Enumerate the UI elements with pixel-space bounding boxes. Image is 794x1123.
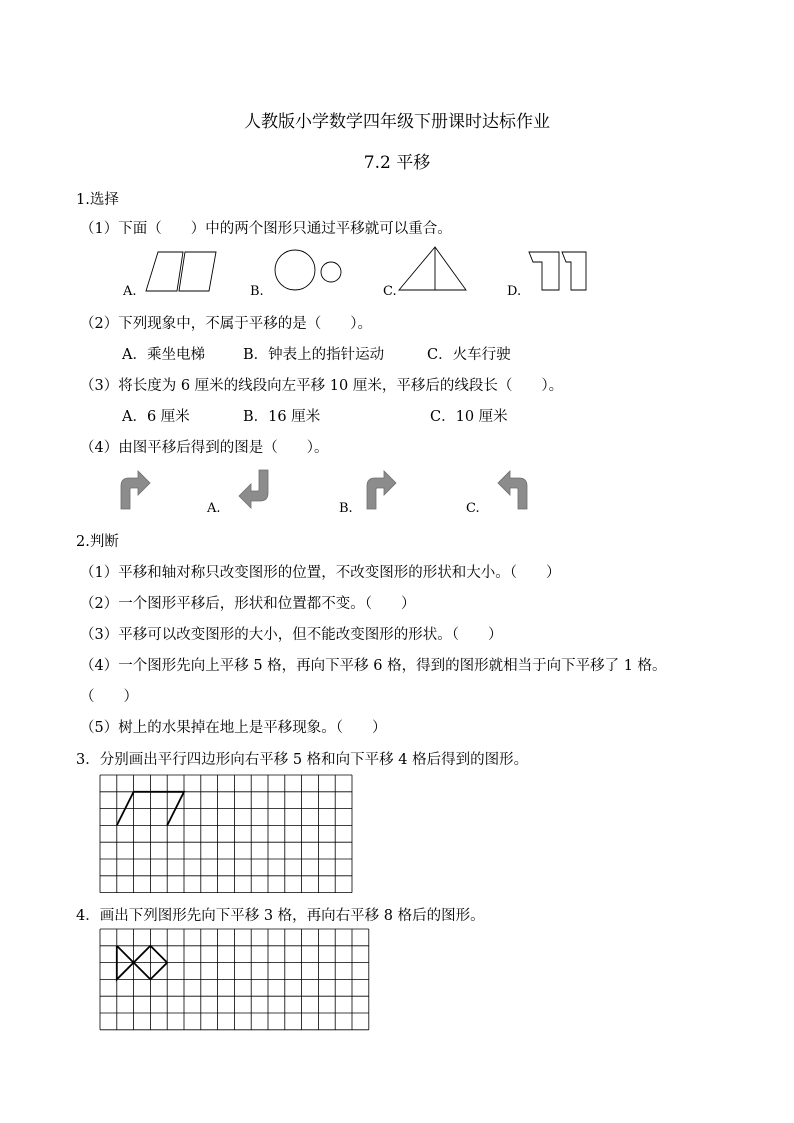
q4-option-c: C. xyxy=(466,501,480,516)
section3-question: 3．分别画出平行四边形向右平移 5 格和向下平移 4 格后得到的图形。 xyxy=(76,752,529,768)
judge-item: （1）平移和轴对称只改变图形的位置，不改变图形的形状和大小。（ ） xyxy=(80,565,561,581)
judge-item: （4）一个图形先向上平移 5 格，再向下平移 6 格，得到的图形就相当于向下平移了 1 格。 xyxy=(80,658,667,674)
page-title: 人教版小学数学四年级下册课时达标作业 xyxy=(244,112,550,132)
q1-d-shape-left xyxy=(529,252,559,290)
section2-heading: 2.判断 xyxy=(76,534,119,550)
question-1-4: （4）由图平移后得到的图是（ ）。 xyxy=(80,440,329,456)
q1-a-parallelogram-left xyxy=(146,252,183,291)
q1-option-a: A. xyxy=(123,284,137,299)
turn-left-down-arrow-icon xyxy=(239,470,268,508)
turn-right-arrow-icon xyxy=(367,471,396,509)
section4-question: 4．画出下列图形先向下平移 3 格，再向右平移 8 格后的图形。 xyxy=(76,908,485,924)
grid-4 xyxy=(100,929,369,1036)
grid-3 xyxy=(100,775,352,893)
judge-item: （2）一个图形平移后，形状和位置都不变。（ ） xyxy=(80,596,416,612)
q4-option-b: B. xyxy=(339,501,353,516)
q2-option-c: C．火车行驶 xyxy=(427,347,511,363)
q1-d-shape-right xyxy=(562,252,586,290)
q3-option-b: B．16 厘米 xyxy=(243,409,321,425)
q1-option-c: C. xyxy=(383,284,397,299)
q1-b-small-circle xyxy=(321,262,341,282)
question-1-1: （1）下面（ ）中的两个图形只通过平移就可以重合。 xyxy=(80,221,452,237)
turn-left-arrow-icon xyxy=(498,471,527,509)
q1-c-triangle xyxy=(399,247,466,290)
q1-b-big-circle xyxy=(275,250,315,290)
q4-option-a: A. xyxy=(207,501,221,516)
q3-option-a: A．6 厘米 xyxy=(122,409,190,425)
q3-option-c: C．10 厘米 xyxy=(430,409,508,425)
q1-option-b: B. xyxy=(250,284,264,299)
judge-item: （5）树上的水果掉在地上是平移现象。（ ） xyxy=(80,720,387,736)
question-1-3: （3）将长度为 6 厘米的线段向左平移 10 厘米，平移后的线段长（ ）。 xyxy=(80,378,564,394)
judge-item-continuation: （ ） xyxy=(80,689,138,705)
q2-option-b: B．钟表上的指针运动 xyxy=(243,347,385,363)
question-1-2: （2）下列现象中，不属于平移的是（ ）。 xyxy=(80,316,372,332)
q1-option-d: D. xyxy=(507,284,522,299)
q1-a-parallelogram-right xyxy=(179,252,216,291)
q2-option-a: A．乘坐电梯 xyxy=(122,347,205,363)
turn-right-arrow-icon xyxy=(121,471,150,509)
judge-item: （3）平移可以改变图形的大小，但不能改变图形的形状。（ ） xyxy=(80,627,503,643)
lesson-subtitle: 7.2 平移 xyxy=(363,153,431,173)
section1-heading: 1.选择 xyxy=(76,192,119,208)
